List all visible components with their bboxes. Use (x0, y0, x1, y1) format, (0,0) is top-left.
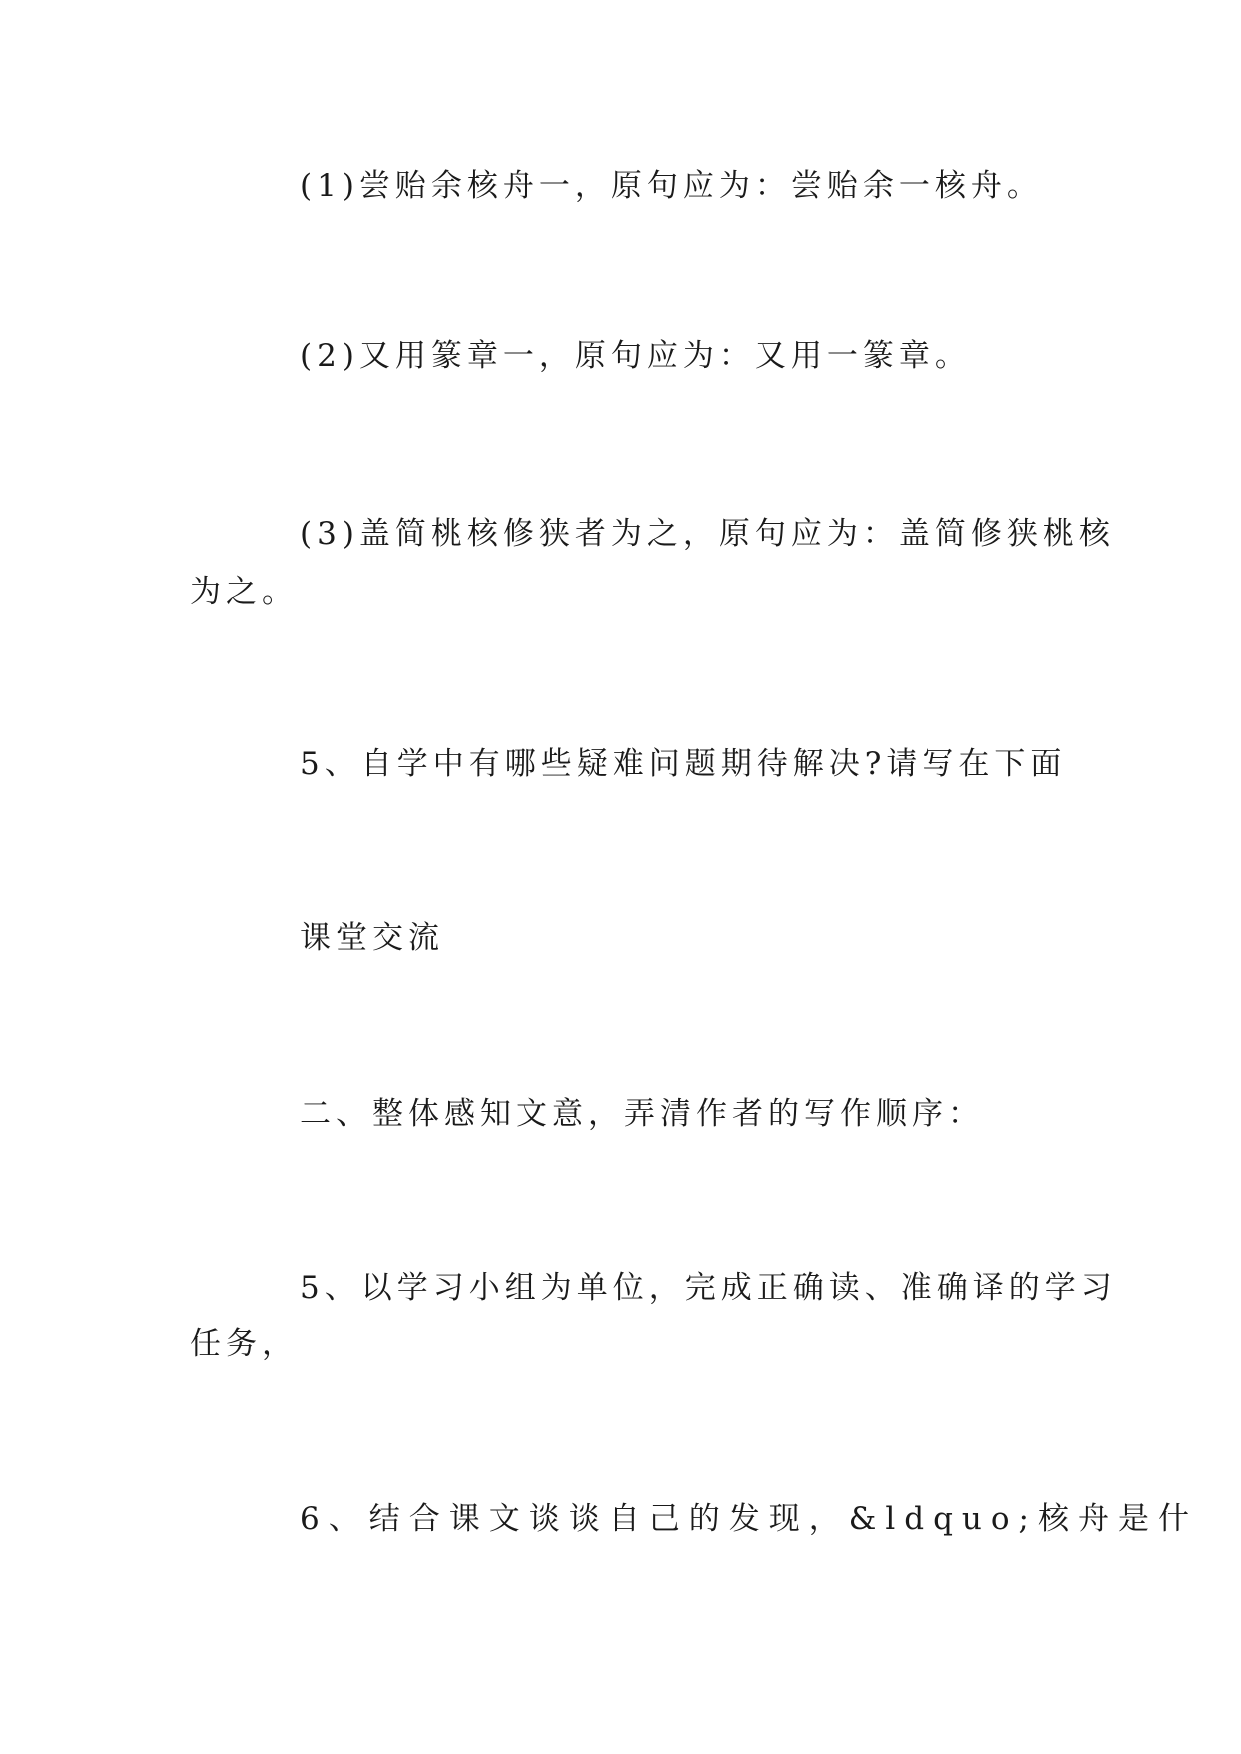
paragraph-7-line-1: 5、以学习小组为单位，完成正确读、准确译的学习 (300, 1270, 1117, 1306)
paragraph-3-line-2: 为之。 (190, 574, 298, 610)
paragraph-4-line-1: 5、自学中有哪些疑难问题期待解决?请写在下面 (300, 746, 1067, 782)
paragraph-3-line-1: (3)盖简桃核修狭者为之，原句应为：盖简修狭桃核 (300, 516, 1115, 552)
paragraph-2-line-1: (2)又用篆章一，原句应为：又用一篆章。 (300, 338, 971, 374)
paragraph-5-line-1: 课堂交流 (300, 920, 444, 956)
paragraph-8-line-1: 6、结合课文谈谈自己的发现，&ldquo;核舟是什 (300, 1501, 1198, 1537)
paragraph-1-line-1: (1)尝贻余核舟一，原句应为：尝贻余一核舟。 (300, 168, 1043, 204)
paragraph-6-line-1: 二、整体感知文意，弄清作者的写作顺序： (300, 1096, 984, 1132)
paragraph-7-line-2: 任务， (190, 1326, 298, 1362)
